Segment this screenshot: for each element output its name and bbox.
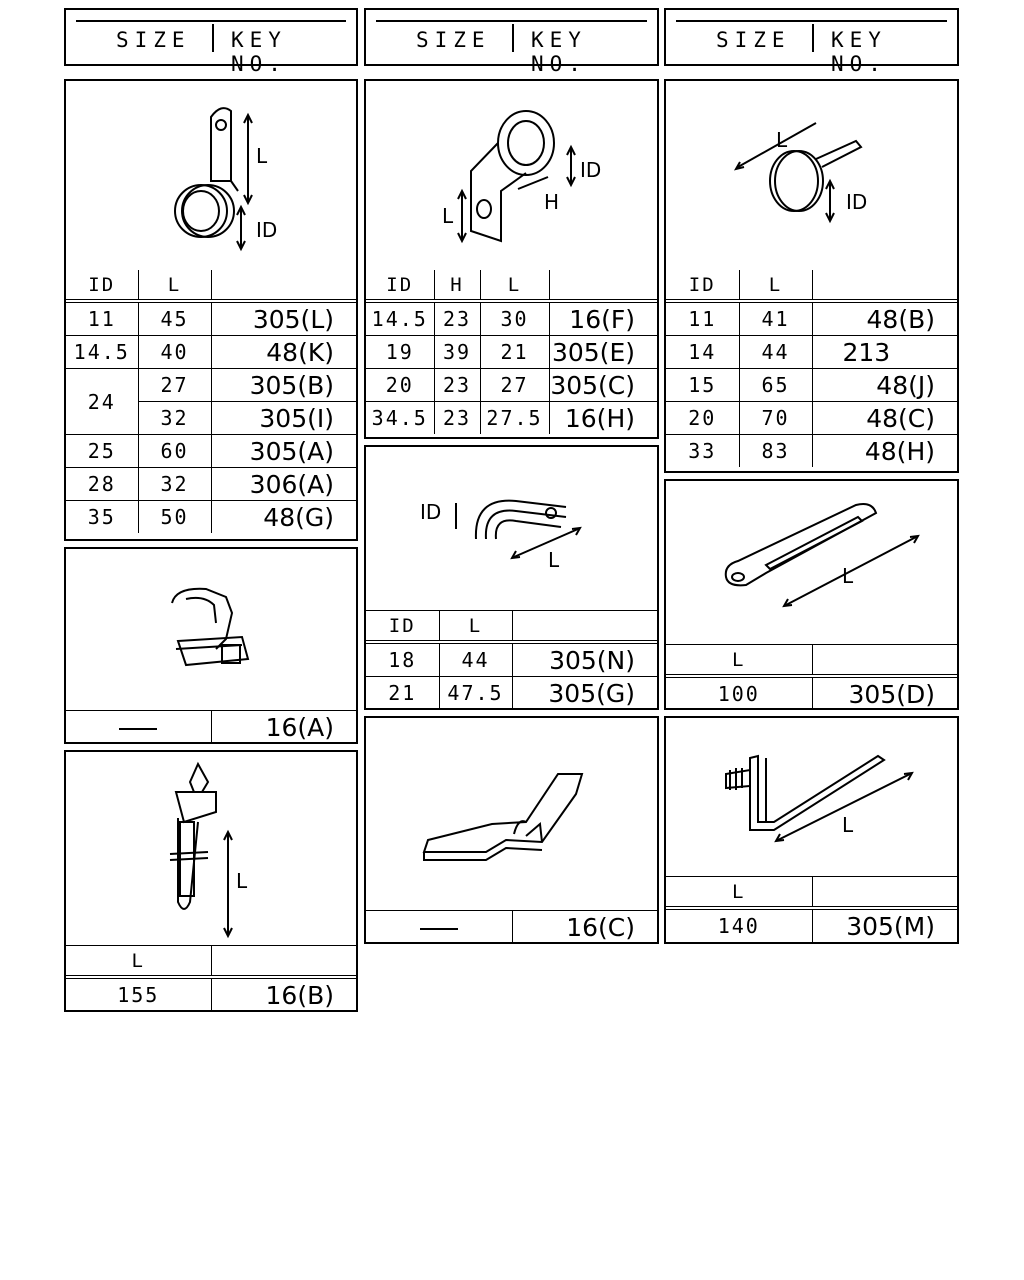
col-l: L [480,270,549,301]
flat-clip-table [366,910,657,943]
table-row [66,336,356,369]
slotted-strap-table [666,644,957,710]
key-no-label: KEY NO. [531,28,587,76]
table-row [666,676,957,710]
size-label: SIZE [416,28,491,52]
dimension-l-label: L [236,869,248,893]
col-key [812,645,957,677]
cell-key: 48(H) [812,435,957,468]
cell-key: 48(C) [812,402,957,435]
u-clip-table [366,610,657,709]
cell-h: 23 [434,369,480,402]
dimension-l-label: L [256,144,268,168]
table-row [366,677,657,710]
cell-l: 83 [739,435,812,468]
size-label: SIZE [116,28,191,52]
dimension-id-label: ID [580,158,602,182]
cell-key: 305(B) [211,369,356,402]
u-clip-illustration [366,447,657,610]
flat-clip-figure [366,718,657,910]
cell-l: 27 [480,369,549,402]
table-row [66,711,356,744]
cell-id: 14.5 [366,301,434,336]
dimension-id-label: ID [846,190,868,214]
cell-l: 21 [480,336,549,369]
cell-id: 25 [66,435,138,468]
cell-key: 48(B) [812,301,957,336]
cable-tie-illustration [66,752,356,945]
dimension-id-label: ID [420,500,442,524]
cell-l: 27.5 [480,402,549,435]
col-id: ID [66,270,138,301]
anchor-bracket-figure [666,718,957,876]
table-row [666,369,957,402]
table-row [66,369,356,402]
bracket-clamp-table [366,270,657,434]
cell-key: 305(L) [211,301,356,336]
dimension-l-label: L [442,204,454,228]
col-key [812,270,957,301]
cell-key: 16(F) [549,301,657,336]
snap-clip-illustration [66,549,356,710]
col-key [549,270,657,301]
cell-l: 70 [739,402,812,435]
cell-id: 11 [66,301,138,336]
tab-clamp-table [66,270,356,533]
col-h: H [434,270,480,301]
cell-key: 305(C) [549,369,657,402]
band-clamp-table [666,270,957,467]
size-key-header-2 [364,8,659,76]
cell-h: 23 [434,402,480,435]
dimension-l-label: L [776,128,788,152]
table-row [666,336,957,369]
cell-l: 47.5 [439,677,512,710]
cell-l: 40 [138,336,211,369]
panel-bracket-clamp [364,79,659,439]
key-no-label: KEY NO. [231,28,287,76]
cell-l: 155 [66,977,211,1011]
cell-l: 44 [739,336,812,369]
cell-h: 39 [434,336,480,369]
dimension-l-label: L [842,564,854,588]
cell-key: 305(G) [512,677,657,710]
cell-id: 28 [66,468,138,501]
cell-l: 45 [138,301,211,336]
col-id: ID [666,270,739,301]
tab-clamp-figure [66,81,356,270]
table-row [666,908,957,942]
table-row [666,301,957,336]
dimension-l-label: L [842,813,854,837]
cell-id: 34.5 [366,402,434,435]
table-row [366,301,657,336]
cell-l: 32 [138,468,211,501]
col-id: ID [366,611,439,643]
cell-id: 14 [666,336,739,369]
cell-key: 305(D) [812,676,957,710]
cell-key: 48(G) [211,501,356,534]
anchor-bracket-illustration [666,718,957,876]
cell-l: 41 [739,301,812,336]
cell-id: 15 [666,369,739,402]
snap-clip-figure [66,549,356,710]
band-clamp-illustration [666,81,957,270]
band-clamp-figure [666,81,957,270]
bracket-clamp-illustration [366,81,657,270]
cable-tie-table [66,945,356,1011]
cell-key: 305(N) [512,642,657,677]
table-row [66,435,356,468]
dimension-l-label: L [548,548,560,572]
table-row [66,301,356,336]
cell-l: 32 [138,402,211,435]
col-l: L [666,877,812,909]
col-l: L [138,270,211,301]
dimension-id-label: ID [256,218,278,242]
cell-id: 21 [366,677,439,710]
col-key [211,270,356,301]
col-l: L [666,645,812,677]
col-key [512,611,657,643]
table-row [366,336,657,369]
cell-l: 27 [138,369,211,402]
snap-clip-table [66,710,356,743]
cell-id: 33 [666,435,739,468]
cell-key: 16(C) [512,911,657,944]
cell-id: 14.5 [66,336,138,369]
panel-band-clamp [664,79,959,473]
u-clip-figure [366,447,657,610]
cell-key: 16(H) [549,402,657,435]
table-row [66,468,356,501]
table-row [366,369,657,402]
col-id: ID [366,270,434,301]
flat-clip-illustration [366,718,657,910]
cell-id: 20 [666,402,739,435]
cell-key: 48(K) [211,336,356,369]
slotted-strap-illustration [666,481,957,644]
cell-key: 16(B) [211,977,356,1011]
table-row [66,501,356,534]
panel-cable-tie [64,750,358,1012]
size-label: SIZE [716,28,791,52]
tab-clamp-illustration [66,81,356,270]
cell-key: 305(A) [211,435,356,468]
bracket-clamp-figure [366,81,657,270]
cell-id: 35 [66,501,138,534]
cell-l: 100 [666,676,812,710]
cell-key: 305(I) [211,402,356,435]
table-row [666,435,957,468]
table-row [366,642,657,677]
cell-id: 24 [66,369,138,435]
cell-l: 60 [138,435,211,468]
cell-l: 50 [138,501,211,534]
col-l: L [739,270,812,301]
key-no-label: KEY NO. [831,28,887,76]
cell-id: 20 [366,369,434,402]
cell-l: 30 [480,301,549,336]
table-row [366,911,657,944]
slotted-strap-figure [666,481,957,644]
cell-key: 305(E) [549,336,657,369]
panel-slotted-strap [664,479,959,710]
cell-key: 305(M) [812,908,957,942]
col-l: L [439,611,512,643]
panel-snap-clip [64,547,358,744]
cell-key: 48(J) [812,369,957,402]
cell-l: 44 [439,642,512,677]
cell-key: 213 [812,336,957,369]
cell-h: 23 [434,301,480,336]
size-key-header-1 [64,8,358,76]
cable-tie-figure [66,752,356,945]
panel-u-clip [364,445,659,710]
col-key [211,946,356,978]
cell-size-dash [366,911,512,944]
panel-tab-clamp [64,79,358,541]
table-row [666,402,957,435]
anchor-bracket-table [666,876,957,942]
size-key-header-3 [664,8,959,76]
cell-key: 16(A) [211,711,356,744]
cell-id: 18 [366,642,439,677]
cell-id: 19 [366,336,434,369]
cell-l: 140 [666,908,812,942]
cell-l: 65 [739,369,812,402]
table-row [66,977,356,1011]
cell-id: 11 [666,301,739,336]
cell-size-dash [66,711,211,744]
table-row [366,402,657,435]
dimension-h-label: H [544,190,560,214]
col-key [812,877,957,909]
col-l: L [66,946,211,978]
panel-anchor-bracket [664,716,959,944]
cell-key: 306(A) [211,468,356,501]
panel-flat-clip [364,716,659,944]
